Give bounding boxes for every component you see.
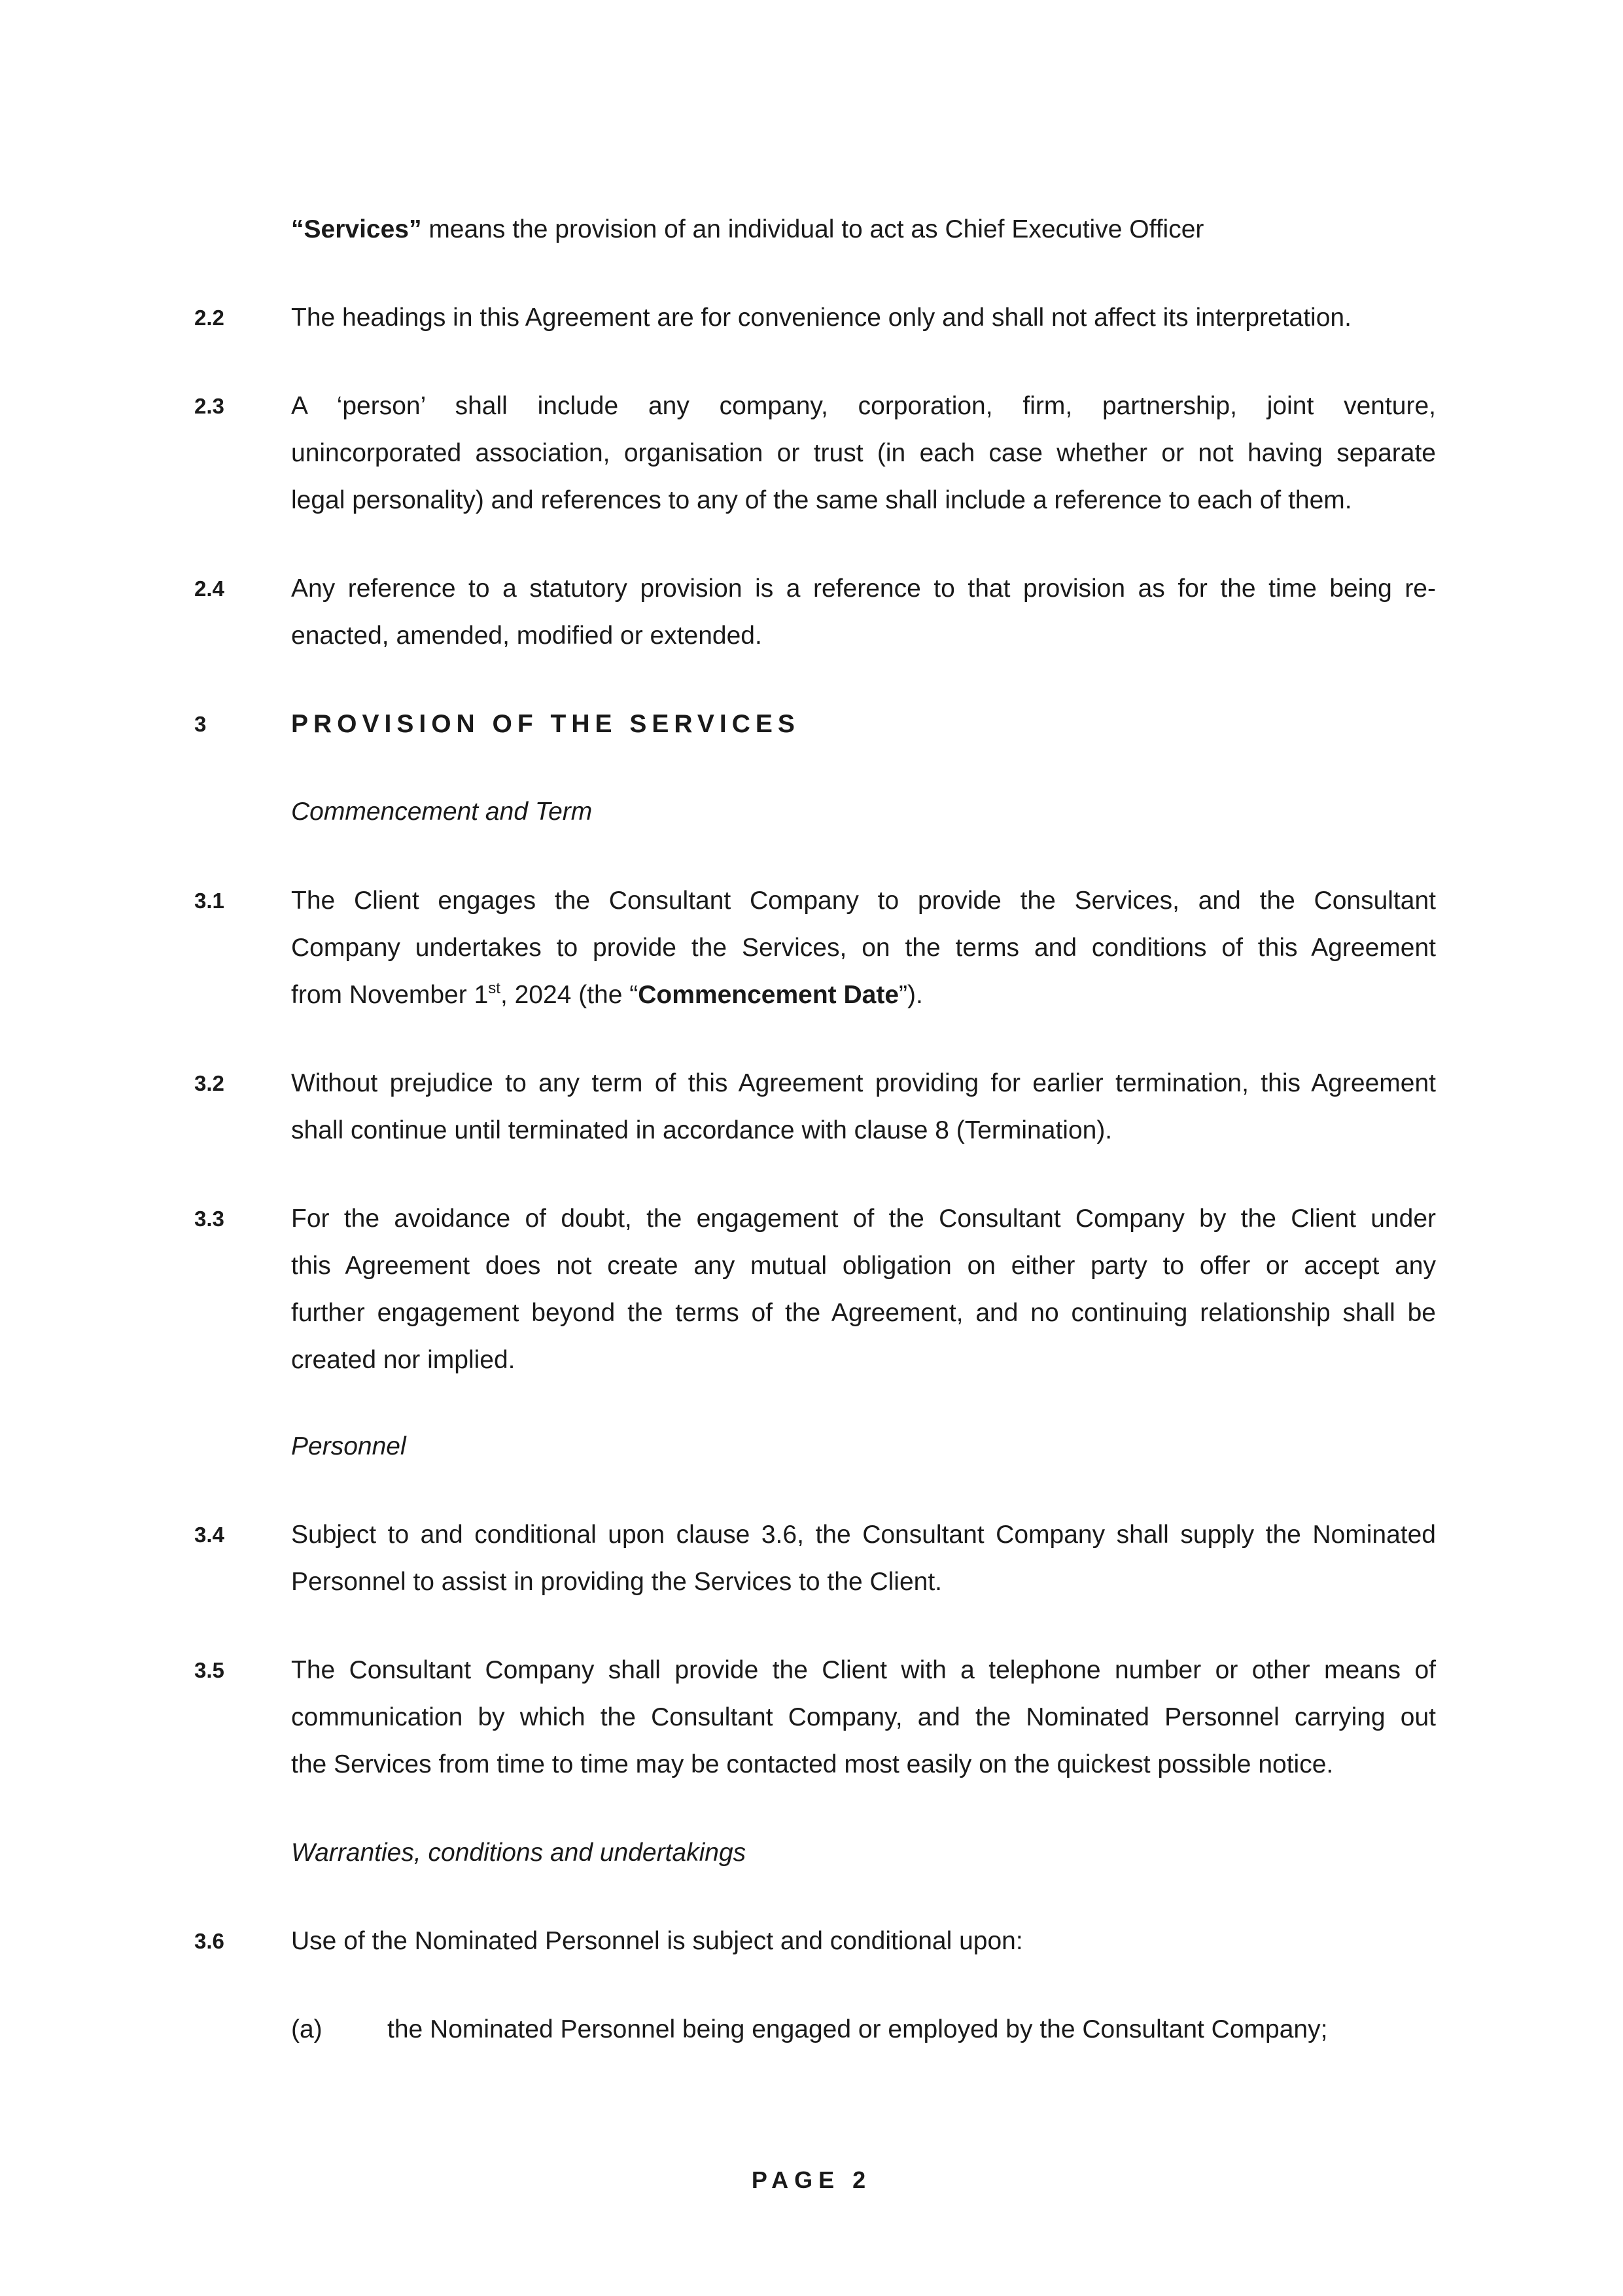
text-line: Without prejudice to any term of this Agreement providing for earlier termination, this Agreement [291, 1069, 1436, 1097]
clause-number: 3.6 [194, 1929, 224, 1953]
text-segment: ”). [899, 981, 923, 1009]
clause-number: 3.2 [194, 1071, 224, 1095]
definition-text: means the provision of an individual to act as Chief Executive Officer [421, 215, 1204, 243]
ordinal-suffix: st [488, 980, 500, 997]
subheading-warranties: Warranties, conditions and undertakings [291, 1839, 746, 1867]
clause-number: 2.4 [194, 576, 224, 601]
subheading-commencement: Commencement and Term [291, 798, 593, 826]
text-line [291, 972, 1436, 1019]
clause-number: 3.4 [194, 1523, 224, 1547]
text-line: shall continue until terminated in accordance with clause 8 (Termination). [291, 1116, 1113, 1144]
clause-number: 3.3 [194, 1207, 224, 1231]
text-line: The Consultant Company shall provide the Client with a telephone number or other means of [291, 1656, 1436, 1684]
text-line: legal personality) and references to any of the same shall include a reference to each of them. [291, 486, 1352, 514]
text-line: Company undertakes to provide the Services, on the terms and conditions of this Agreement [291, 934, 1436, 962]
clause-number: 3.1 [194, 889, 224, 913]
clause-3-4-text [291, 1511, 1436, 1606]
section-number: 3 [194, 712, 207, 736]
defined-term: Commencement Date [638, 981, 899, 1009]
text-line: enacted, amended, modified or extended. [291, 622, 762, 650]
clause-3-2-text [291, 1060, 1436, 1154]
clause-2-3-text [291, 383, 1436, 524]
clause-3-3-text [291, 1195, 1436, 1384]
section-heading: PROVISION OF THE SERVICES [291, 710, 800, 738]
text-line: The Client engages the Consultant Company to provide the Services, and the Consultant [291, 887, 1436, 915]
subheading-personnel: Personnel [291, 1432, 406, 1460]
text-line: this Agreement does not create any mutual obligation on either party to offer or accept any [291, 1252, 1436, 1280]
text-line: created nor implied. [291, 1346, 515, 1374]
text-line: For the avoidance of doubt, the engagement of the Consultant Company by the Client under [291, 1205, 1436, 1233]
text-line: A ‘person’ shall include any company, corporation, firm, partnership, joint venture, [291, 392, 1436, 420]
text-segment: from November 1 [291, 981, 489, 1009]
defined-term: “Services” [291, 215, 422, 243]
page-number-footer: PAGE 2 [751, 2166, 872, 2193]
clause-3-1-text [291, 877, 1436, 1019]
sub-clause-label: (a) [291, 2015, 323, 2043]
text-line: further engagement beyond the terms of the Agreement, and no continuing relationship shall be [291, 1299, 1436, 1327]
definition-services [291, 206, 1436, 253]
text-line: the Services from time to time may be contacted most easily on the quickest possible notice. [291, 1750, 1334, 1778]
clause-number: 2.3 [194, 394, 224, 418]
text-segment: , 2024 (the “ [500, 981, 638, 1009]
text-line: communication by which the Consultant Company, and the Nominated Personnel carrying out [291, 1703, 1436, 1731]
clause-3-5-text [291, 1647, 1436, 1788]
clause-2-4-text [291, 565, 1436, 660]
clause-3-6-text: Use of the Nominated Personnel is subject and conditional upon: [291, 1927, 1023, 1955]
clause-number: 2.2 [194, 306, 224, 330]
clause-number: 3.5 [194, 1658, 224, 1682]
text-line: Personnel to assist in providing the Services to the Client. [291, 1568, 943, 1596]
text-line: Subject to and conditional upon clause 3.6, the Consultant Company shall supply the Nominated [291, 1521, 1436, 1549]
sub-clause-text: the Nominated Personnel being engaged or employed by the Consultant Company; [387, 2015, 1328, 2043]
clause-2-2-text: The headings in this Agreement are for convenience only and shall not affect its interpretation. [291, 304, 1352, 332]
text-line: unincorporated association, organisation or trust (in each case whether or not having separate [291, 439, 1436, 467]
text-line: Any reference to a statutory provision is a reference to that provision as for the time being re- [291, 574, 1436, 603]
